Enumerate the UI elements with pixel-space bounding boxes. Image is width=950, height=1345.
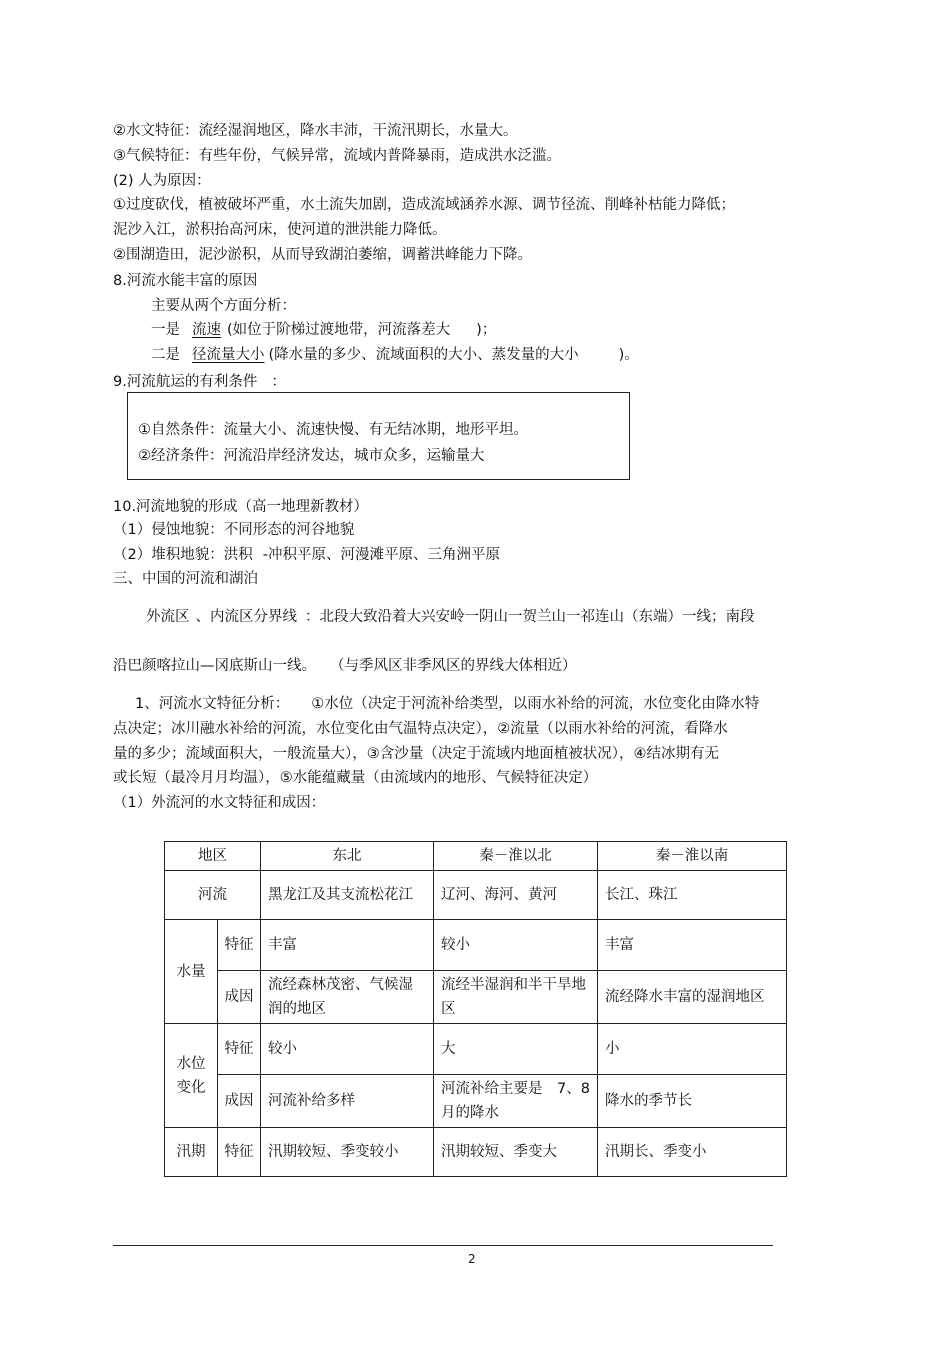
table-row: [165, 1128, 787, 1177]
underlined-answer: 流速: [192, 322, 221, 338]
table-cell: 丰富: [261, 920, 434, 971]
sub-label: 成因: [218, 1075, 261, 1128]
table-cell: 丰富: [598, 920, 787, 971]
text-line: [151, 345, 639, 365]
text-span: （2）堆积地貌：洪积: [113, 547, 253, 563]
text-span: （与季风区非季风区的界线大体相近）: [330, 658, 577, 674]
text-span: 9.河流航运的有利条件: [113, 374, 258, 390]
table-header-cell: 秦－淮以北: [434, 842, 598, 871]
page-number: 2: [468, 1252, 476, 1266]
text-span: (降水量的多少、流域面积的大小、蒸发量的大小: [268, 347, 579, 363]
table-cell: 较小: [434, 920, 598, 971]
table-header-cell: 秦－淮以南: [598, 842, 787, 871]
section-heading: 10.河流地貌的形成（高一地理新教材）: [113, 499, 369, 515]
conditions-box: [127, 392, 630, 480]
text-line: 主要从两个方面分析：: [151, 298, 296, 314]
text-span: )；: [476, 322, 497, 338]
box-line: ①自然条件：流量大小、流速快慢、有无结冰期，地形平坦。: [138, 422, 528, 438]
table-header-row: [165, 842, 787, 871]
text-line: [135, 694, 759, 714]
row-label: 水量: [165, 920, 218, 1024]
table-header-cell: 地区: [165, 842, 261, 871]
text-span: ：: [271, 374, 286, 390]
row-label: 汛期: [165, 1128, 218, 1177]
table-cell: 流经森林茂密、气候湿润的地区: [261, 971, 434, 1024]
table-row: [165, 920, 787, 971]
table-cell: 河流补给主要是 7、8月的降水: [434, 1075, 598, 1128]
text-line: ②水文特征：流经湿润地区，降水丰沛，干流汛期长，水量大。: [113, 123, 518, 139]
table-row: [165, 971, 787, 1024]
text-line: 或长短（最冷月月均温），⑤水能蕴藏量（由流域内的地形、气候特征决定）: [113, 770, 598, 786]
text-span: 二是: [151, 347, 180, 363]
text-span: ①水位（决定于河流补给类型，以雨水补给的河流，水位变化由降水特: [311, 696, 760, 712]
text-line: 量的多少；流域面积大，一般流量大），③含沙量（决定于流域内地面植被状况），④结冰期有无: [113, 746, 719, 762]
text-span: 、内流区分界线: [195, 609, 297, 625]
text-line: 点决定；冰川融水补给的河流，水位变化由气温特点决定），②流量（以雨水补给的河流，看降水: [113, 721, 728, 737]
table-row: [165, 871, 787, 920]
table-cell: 大: [434, 1024, 598, 1075]
text-span: 1、河流水文特征分析：: [135, 696, 290, 712]
table-cell: 长江、珠江: [598, 871, 787, 920]
text-line: （1）外流河的水文特征和成因：: [113, 795, 326, 811]
sub-label: 特征: [218, 920, 261, 971]
text-line: [113, 545, 500, 565]
text-line: [151, 320, 496, 340]
table-cell: 降水的季节长: [598, 1075, 787, 1128]
text-span: ：北段大致沿着大兴安岭一阴山一贺兰山一祁连山（东端）一线；南段: [305, 609, 755, 625]
text-line: [113, 656, 577, 676]
table-cell: 流经降水丰富的湿润地区: [598, 971, 787, 1024]
box-line: ②经济条件：河流沿岸经济发达，城市众多，运输量大: [138, 448, 485, 464]
text-span: (如位于阶梯过渡地带，河流落差大: [227, 322, 451, 338]
text-line: （1）侵蚀地貌：不同形态的河谷地貌: [113, 522, 355, 538]
table-cell: 汛期较短、季变较小: [261, 1128, 434, 1177]
sub-label: 特征: [218, 1024, 261, 1075]
text-line: ②围湖造田，泥沙淤积，从而导致湖泊萎缩，调蓄洪峰能力下降。: [113, 247, 532, 263]
text-span: 一是: [151, 322, 180, 338]
sub-label: 特征: [218, 1128, 261, 1177]
text-span: -冲积平原、河漫滩平原、三角洲平原: [262, 547, 500, 563]
footer-divider: [113, 1245, 773, 1246]
hydrology-table: [164, 841, 787, 1177]
sub-label: 成因: [218, 971, 261, 1024]
table-row: [165, 1075, 787, 1128]
row-label: 水位变化: [165, 1024, 218, 1128]
table-cell: 河流补给多样: [261, 1075, 434, 1128]
table-cell: 小: [598, 1024, 787, 1075]
text-line: [146, 607, 755, 627]
text-span: 外流区: [146, 609, 190, 625]
text-line: ③气候特征：有些年份，气候异常，流域内普降暴雨，造成洪水泛滥。: [113, 148, 561, 164]
table-cell: 辽河、海河、黄河: [434, 871, 598, 920]
underlined-answer: 径流量大小: [192, 347, 265, 363]
section-heading: 8.河流水能丰富的原因: [113, 273, 258, 289]
table-row: [165, 1024, 787, 1075]
text-span: 沿巴颜喀拉山—冈底斯山一线。: [113, 658, 316, 674]
row-label: 河流: [165, 871, 261, 920]
table-cell: 汛期较短、季变大: [434, 1128, 598, 1177]
table-header-cell: 东北: [261, 842, 434, 871]
section-heading: [113, 372, 286, 392]
section-heading: 三、中国的河流和湖泊: [113, 571, 258, 587]
table-cell: 黑龙江及其支流松花江: [261, 871, 434, 920]
text-line: (2) 人为原因：: [113, 173, 211, 189]
text-line: 泥沙入江，淤积抬高河床，使河道的泄洪能力降低。: [113, 222, 447, 238]
table-cell: 较小: [261, 1024, 434, 1075]
text-span: )。: [618, 347, 639, 363]
table-cell: 汛期长、季变小: [598, 1128, 787, 1177]
table-cell: 流经半湿润和半干旱地区: [434, 971, 598, 1024]
text-line: ①过度砍伐，植被破坏严重，水土流失加剧，造成流域涵养水源、调节径流、削峰补枯能力降低；: [113, 197, 735, 213]
